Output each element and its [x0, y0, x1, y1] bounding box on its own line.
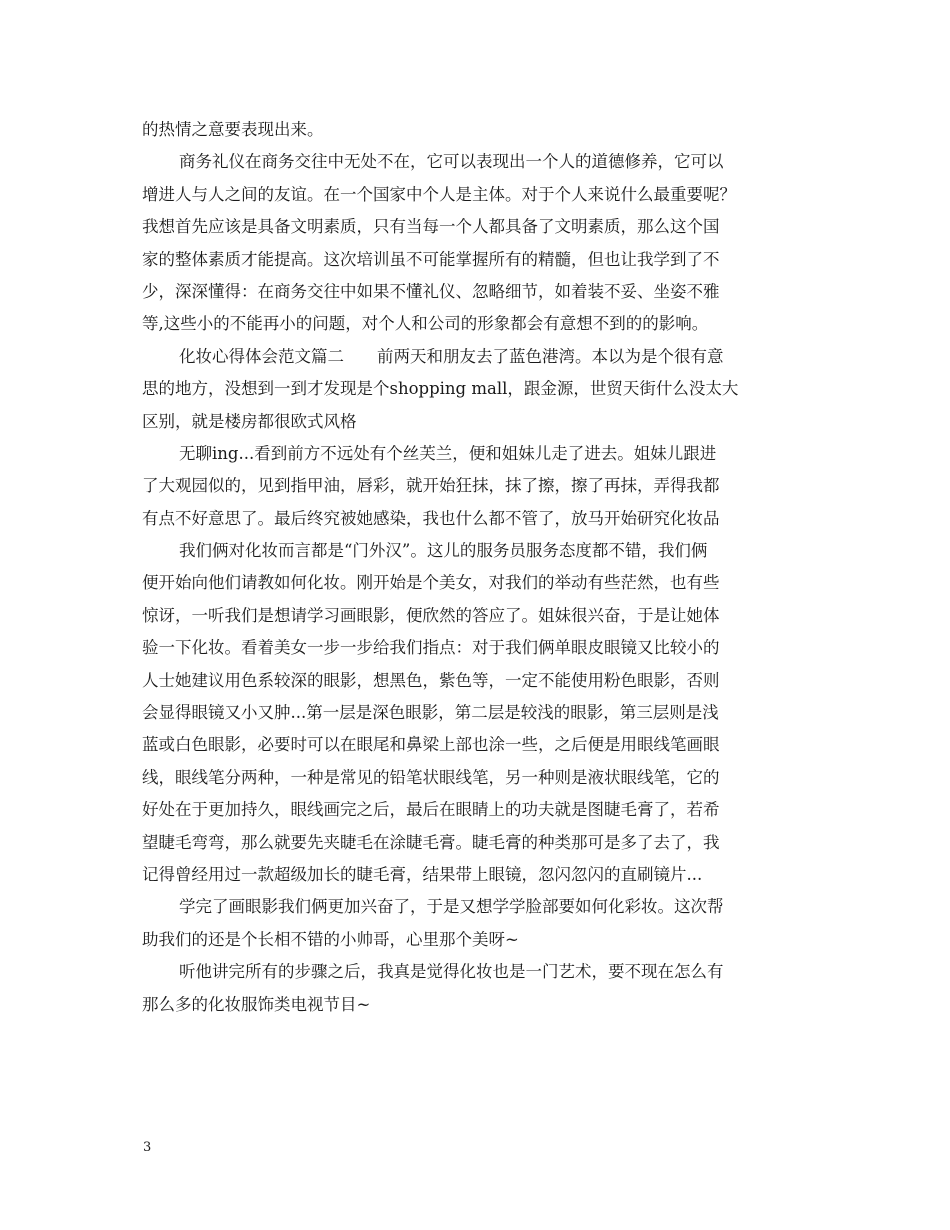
- text-line: 我想首先应该是具备文明素质，只有当每一个人都具备了文明素质，那么这个国: [142, 217, 720, 237]
- text-line: 区别，就是楼房都很欧式风格: [142, 411, 357, 431]
- text-line: 惊讶，一听我们是想请学习画眼影，便欣然的答应了。姐妹很兴奋，于是让她体: [142, 605, 720, 625]
- text-line: 助我们的还是个长相不错的小帅哥，心里那个美呀~: [142, 929, 519, 949]
- text-line: 记得曾经用过一款超级加长的睫毛膏，结果带上眼镜，忽闪忽闪的直刷镜片...: [142, 864, 703, 884]
- text-line: 验一下化妆。看着美女一步一步给我们指点：对于我们俩单眼皮眼镜又比较小的: [142, 638, 720, 658]
- text-line: 思的地方，没想到一到才发现是个shopping mall，跟金源，世贸天街什么没太大: [142, 379, 739, 399]
- text-line: 线，眼线笔分两种，一种是常见的铅笔状眼线笔，另一种则是液状眼线笔，它的: [142, 767, 720, 787]
- text-line: 我们俩对化妆而言都是“门外汉”。这儿的服务员服务态度都不错，我们俩: [179, 541, 708, 561]
- text-line: 好处在于更加持久，眼线画完之后，最后在眼睛上的功夫就是图睫毛膏了，若希: [142, 800, 720, 820]
- text-line: 家的整体素质才能提高。这次培训虽不可能掌握所有的精髓，但也让我学到了不: [142, 249, 720, 269]
- text-line: 学完了画眼影我们俩更加兴奋了，于是又想学学脸部要如何化彩妆。这次帮: [179, 897, 724, 917]
- text-line: 化妆心得体会范文篇二 前两天和朋友去了蓝色港湾。本以为是个很有意: [179, 346, 724, 366]
- text-line: 便开始向他们请教如何化妆。刚开始是个美女，对我们的举动有些茫然，也有些: [142, 573, 720, 593]
- text-line: 商务礼仪在商务交往中无处不在，它可以表现出一个人的道德修养，它可以: [179, 152, 724, 172]
- text-line: 了大观园似的，见到指甲油，唇彩，就开始狂抹，抹了擦，擦了再抹，弄得我都: [142, 476, 720, 496]
- text-line: 增进人与人之间的友谊。在一个国家中个人是主体。对于个人来说什么最重要呢？: [142, 184, 736, 204]
- page-number: 3: [143, 1140, 152, 1155]
- text-line: 人士她建议用色系较深的眼影，想黑色，紫色等，一定不能使用粉色眼影，否则: [142, 670, 720, 690]
- text-line: 望睫毛弯弯，那么就要先夹睫毛在涂睫毛膏。睫毛膏的种类那可是多了去了，我: [142, 832, 720, 852]
- text-line: 会显得眼镜又小又肿...第一层是深色眼影，第二层是较浅的眼影，第三层则是浅: [142, 703, 719, 723]
- text-line: 的热情之意要表现出来。: [142, 120, 324, 139]
- text-line: 那么多的化妆服饰类电视节目~: [142, 994, 371, 1014]
- text-line: 无聊ing...看到前方不远处有个丝芙兰，便和姐妹儿走了进去。姐妹儿跟进: [179, 443, 717, 463]
- text-line: 听他讲完所有的步骤之后，我真是觉得化妆也是一门艺术，要不现在怎么有: [179, 962, 724, 982]
- text-line: 等,这些小的不能再小的问题，对个人和公司的形象都会有意想不到的的影响。: [142, 314, 709, 334]
- text-line: 蓝或白色眼影，必要时可以在眼尾和鼻梁上部也涂一些，之后便是用眼线笔画眼: [142, 735, 720, 755]
- text-line: 有点不好意思了。最后终究被她感染，我也什么都不管了，放马开始研究化妆品: [142, 508, 720, 528]
- body-text: [142, 114, 812, 1021]
- text-line: 少，深深懂得：在商务交往中如果不懂礼仪、忽略细节，如着装不妥、坐姿不雅: [142, 281, 720, 301]
